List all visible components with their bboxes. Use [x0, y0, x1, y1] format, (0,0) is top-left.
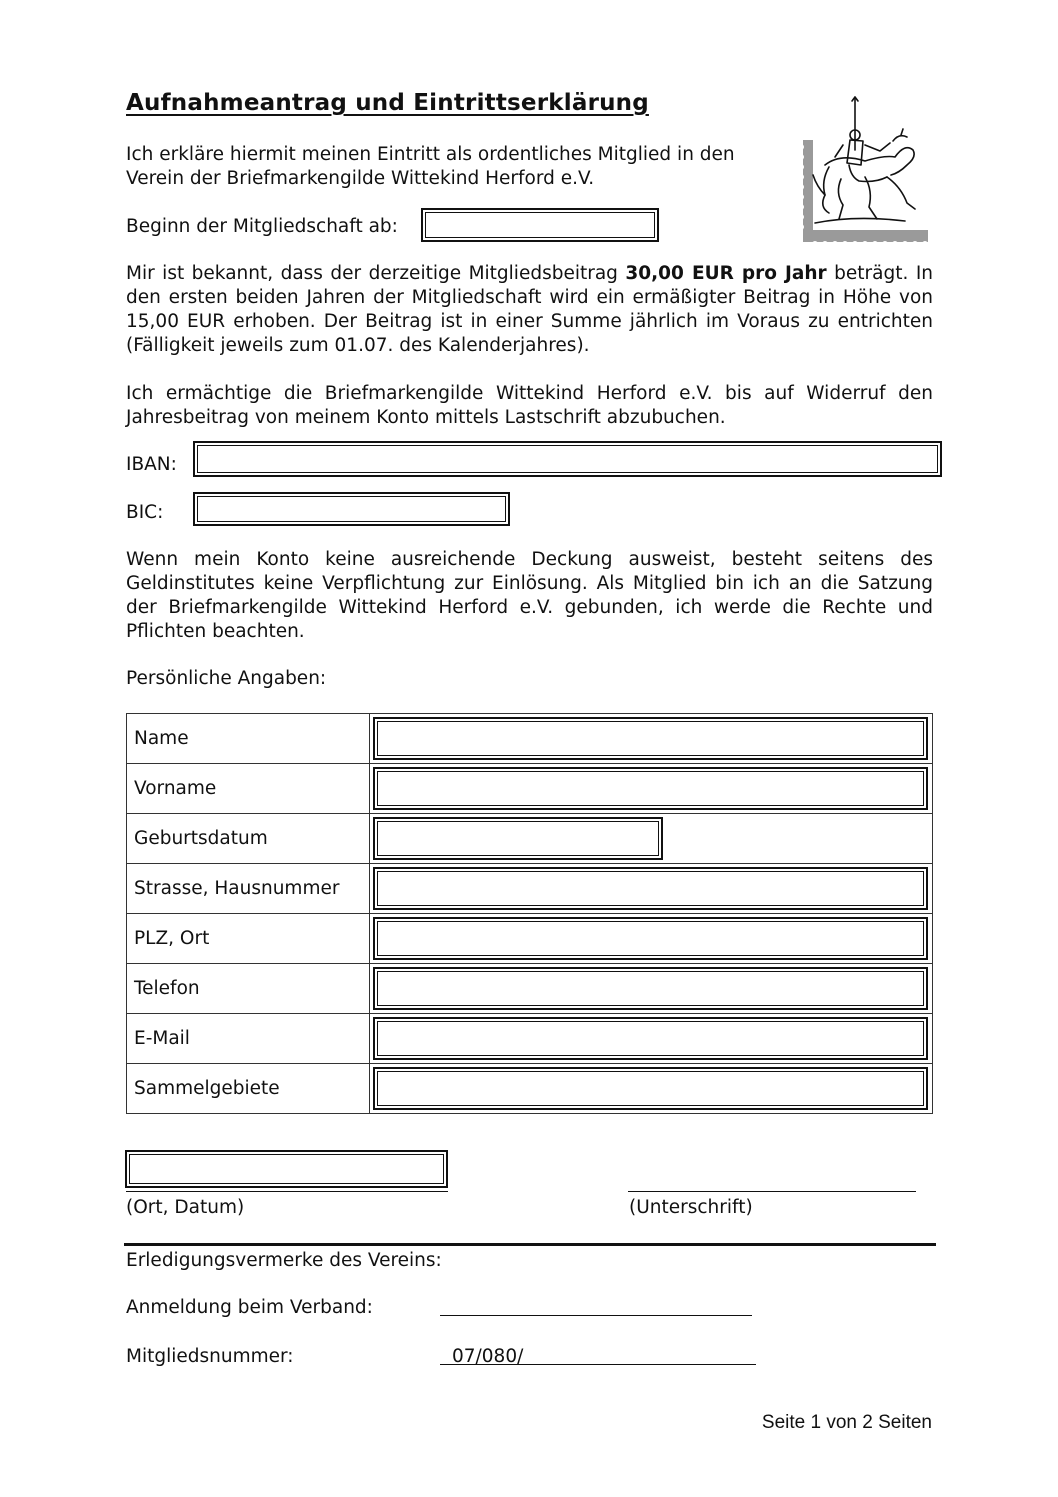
- membership-start-label: Beginn der Mitgliedschaft ab:: [126, 216, 398, 237]
- place-date-line: [126, 1191, 448, 1192]
- field-label-vorname: Vorname: [127, 764, 370, 814]
- table-row: [127, 964, 933, 1014]
- field-label-sammelgebiete: Sammelgebiete: [127, 1064, 370, 1114]
- page-footer: Seite 1 von 2 Seiten: [761, 1412, 932, 1433]
- plz-ort-input[interactable]: [373, 917, 928, 960]
- field-cell-sammelgebiete: [370, 1064, 933, 1114]
- table-row: [127, 1064, 933, 1114]
- table-row: [127, 714, 933, 764]
- registration-label: Anmeldung beim Verband:: [126, 1297, 373, 1318]
- sammelgebiete-input[interactable]: [373, 1067, 928, 1110]
- table-row: [127, 914, 933, 964]
- field-cell-email: [370, 1014, 933, 1064]
- geburtsdatum-input[interactable]: [373, 817, 663, 860]
- coverage-paragraph: Wenn mein Konto keine ausreichende Deckung ausweist, besteht seitens des Geldinstitutes keine Verpflichtung zur Einlösung. Als Mitglied bin ich an die Satzung der Briefmarkengilde Wittekind Herford e.V. gebunden, ich werde die Rechte und Pflichten beachten.: [126, 549, 933, 642]
- intro-text: [126, 143, 786, 191]
- field-label-plz-ort: PLZ, Ort: [127, 914, 370, 964]
- strasse-input[interactable]: [373, 867, 928, 910]
- section-divider: [124, 1243, 936, 1246]
- signature-line[interactable]: [628, 1191, 916, 1192]
- vorname-input[interactable]: [373, 767, 928, 810]
- field-label-name: Name: [127, 714, 370, 764]
- field-cell-name: [370, 714, 933, 764]
- page-title: Aufnahmeantrag und Eintrittserklärung: [126, 90, 649, 116]
- field-cell-geburtsdatum: [370, 814, 933, 864]
- mandate-paragraph: Ich ermächtige die Briefmarkengilde Wittekind Herford e.V. bis auf Widerruf den Jahresbeitrag von meinem Konto mittels Lastschrift abzubuchen.: [126, 383, 933, 428]
- club-notes-heading: Erledigungsvermerke des Vereins:: [126, 1250, 442, 1271]
- membership-start-field[interactable]: [421, 208, 659, 242]
- iban-field[interactable]: [193, 441, 942, 477]
- fee-text-after: beträgt. In den ersten beiden Jahren der Mitgliedschaft wird ein ermäßigter Beitrag in Höhe von 15,00 EUR erhoben. Der Beitrag ist in einer Summe jährlich im Voraus zu entrichten (Fälligkeit jeweils zum 01.07. des Kalenderjahres).: [126, 263, 933, 356]
- table-row: [127, 764, 933, 814]
- fee-amount: 30,00 EUR pro Jahr: [625, 263, 827, 284]
- place-date-field[interactable]: [125, 1150, 448, 1188]
- member-number-label: Mitgliedsnummer:: [126, 1346, 294, 1367]
- signature-label: (Unterschrift): [629, 1197, 753, 1218]
- place-date-label: (Ort, Datum): [126, 1197, 245, 1218]
- name-input[interactable]: [373, 717, 928, 760]
- email-input[interactable]: [373, 1017, 928, 1060]
- table-row: [127, 864, 933, 914]
- registration-line[interactable]: [440, 1315, 752, 1316]
- field-label-strasse: Strasse, Hausnummer: [127, 864, 370, 914]
- field-cell-vorname: [370, 764, 933, 814]
- field-cell-telefon: [370, 964, 933, 1014]
- member-number-prefix: 07/080/: [452, 1346, 524, 1367]
- fee-paragraph: [126, 262, 933, 358]
- telefon-input[interactable]: [373, 967, 928, 1010]
- field-label-telefon: Telefon: [127, 964, 370, 1014]
- personal-heading: Persönliche Angaben:: [126, 668, 327, 689]
- field-cell-plz-ort: [370, 914, 933, 964]
- field-label-email: E-Mail: [127, 1014, 370, 1064]
- bic-field[interactable]: [193, 492, 510, 526]
- intro-line-2: Verein der Briefmarkengilde Wittekind Herford e.V.: [126, 168, 595, 189]
- table-row: [127, 1014, 933, 1064]
- personal-data-table: [126, 713, 933, 1114]
- table-row: [127, 814, 933, 864]
- iban-label: IBAN:: [126, 454, 177, 475]
- field-cell-strasse: [370, 864, 933, 914]
- bic-label: BIC:: [126, 502, 164, 523]
- stamp-knight-logo-icon: [795, 95, 935, 250]
- field-label-geburtsdatum: Geburtsdatum: [127, 814, 370, 864]
- intro-line-1: Ich erkläre hiermit meinen Eintritt als ordentliches Mitglied in den: [126, 144, 735, 165]
- fee-text-before: Mir ist bekannt, dass der derzeitige Mitgliedsbeitrag: [126, 263, 626, 284]
